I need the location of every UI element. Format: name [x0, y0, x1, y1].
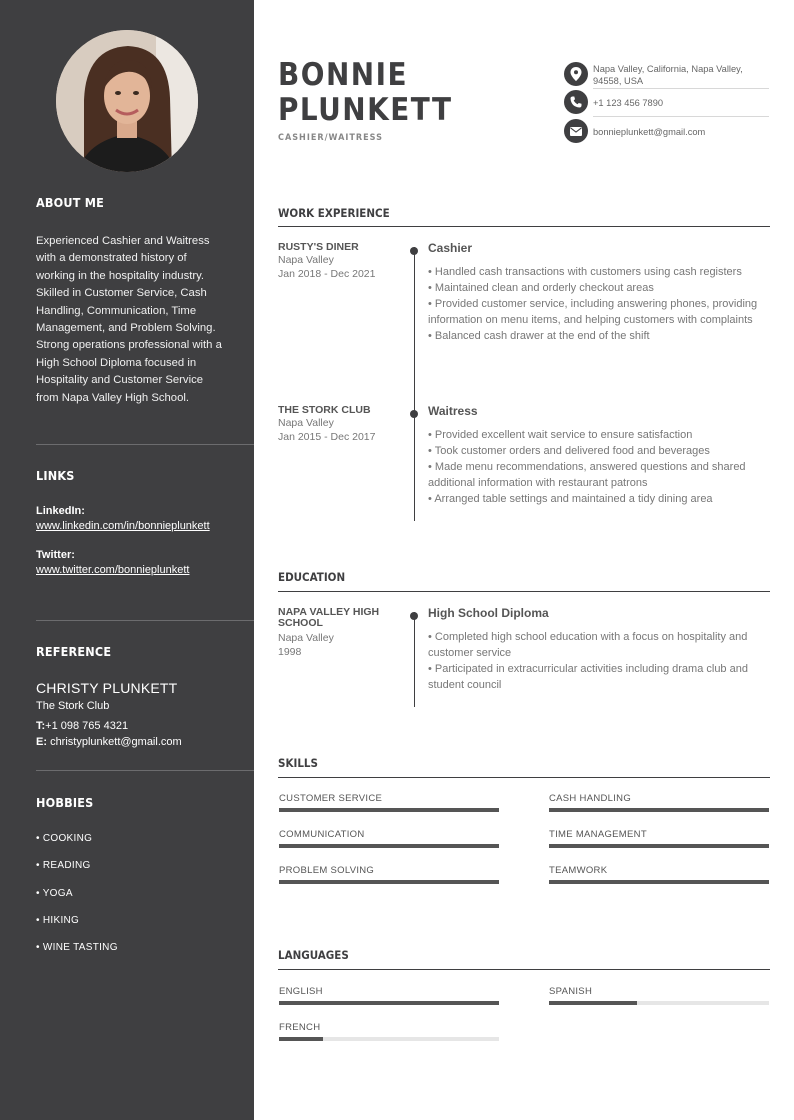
language-bar: [279, 986, 499, 997]
skill-label: CASH HANDLING: [549, 793, 632, 804]
contact-divider: [593, 116, 769, 117]
role-title: Waitress: [428, 404, 478, 418]
address-text: Napa Valley, California, Napa Valley, 94558, USA: [593, 64, 743, 86]
timeline-dot: [410, 247, 418, 255]
hobbies-section: [36, 795, 254, 969]
hobby-item: • YOGA: [36, 887, 73, 899]
linkedin-link[interactable]: www.linkedin.com/in/bonnieplunkett: [36, 520, 210, 532]
bullet-item: • Maintained clean and orderly checkout areas: [428, 280, 770, 296]
hobbies-list: [36, 833, 254, 969]
email-text: bonnieplunkett@gmail.com: [593, 127, 706, 137]
degree-title: High School Diploma: [428, 606, 549, 620]
language-label: FRENCH: [279, 1022, 321, 1033]
skill-label: CUSTOMER SERVICE: [279, 793, 383, 804]
about-title: ABOUT ME: [36, 195, 105, 210]
profile-photo: [56, 30, 198, 172]
skills-title: SKILLS: [278, 756, 318, 770]
language-track: [549, 1001, 769, 1005]
map-pin-icon: [564, 62, 588, 86]
work-entry-1: [428, 241, 770, 344]
timeline-dot: [410, 612, 418, 620]
sidebar-divider: [36, 770, 254, 771]
skill-track: [279, 880, 499, 884]
bullet-item: • Provided excellent wait service to ensure satisfaction: [428, 427, 770, 443]
links-section: [36, 468, 254, 578]
reference-phone-value: +1 098 765 4321: [45, 720, 129, 732]
skill-fill: [549, 844, 769, 848]
phone-text: +1 123 456 7890: [593, 98, 664, 108]
reference-name: CHRISTY PLUNKETT: [36, 680, 178, 696]
org-name: RUSTY'S DINER: [278, 241, 359, 253]
sidebar-divider: [36, 444, 254, 445]
language-track: [279, 1001, 499, 1005]
language-bar: [279, 1022, 499, 1033]
skill-fill: [279, 880, 499, 884]
languages-title: LANGUAGES: [278, 948, 349, 962]
reference-email: [36, 734, 254, 750]
skill-track: [279, 808, 499, 812]
link-twitter: [36, 549, 254, 578]
about-text: Experienced Cashier and Waitress with a demonstrated history of working in the hospitality industry. Skilled in Customer Service, Cash Handling, Communication, Time Management, and Problem Solving. Strong operations professional with a High School Diploma focused in Hospitality and Customer Service from Napa Valley High School.: [36, 235, 222, 404]
work-org-2: [278, 405, 398, 444]
bullet-item: • Took customer orders and delivered food and beverages: [428, 443, 770, 459]
sidebar: [0, 0, 254, 1120]
reference-company: The Stork Club: [36, 700, 110, 712]
education-org: [278, 607, 398, 659]
skill-fill: [549, 808, 769, 812]
hobby-item: • HIKING: [36, 914, 80, 926]
org-dates: Jan 2015 - Dec 2017: [278, 431, 376, 443]
role-title: Cashier: [428, 241, 473, 255]
email-label: E:: [36, 736, 47, 748]
bullet-list: [428, 264, 770, 344]
bullet-item: • Arranged table settings and maintained a tidy dining area: [428, 491, 770, 507]
reference-email-value: christyplunkett@gmail.com: [50, 736, 182, 748]
job-title: CASHIER/WAITRESS: [278, 133, 383, 143]
hobby-item: • WINE TASTING: [36, 942, 118, 954]
language-fill: [279, 1001, 499, 1005]
skill-fill: [279, 844, 499, 848]
org-location: Napa Valley: [278, 254, 334, 266]
skill-track: [549, 880, 769, 884]
section-rule: [278, 969, 770, 970]
section-rule: [278, 777, 770, 778]
skill-fill: [549, 880, 769, 884]
language-fill: [549, 1001, 637, 1005]
skill-label: TIME MANAGEMENT: [549, 829, 647, 840]
contact-divider: [593, 88, 769, 89]
reference-phone: [36, 718, 254, 734]
phone-label: T:: [36, 720, 46, 732]
bullet-item: • Handled cash transactions with customers using cash registers: [428, 264, 770, 280]
bullet-item: • Balanced cash drawer at the end of the shift: [428, 328, 770, 344]
reference-title: REFERENCE: [36, 644, 112, 659]
bullet-list: [428, 427, 770, 507]
work-timeline: [414, 247, 415, 521]
skill-bar: [549, 793, 769, 804]
hobby-item: • COOKING: [36, 833, 93, 844]
skill-bar: [549, 865, 769, 876]
language-track: [279, 1037, 499, 1041]
skill-track: [549, 808, 769, 812]
language-label: SPANISH: [549, 986, 593, 997]
skill-bar: [279, 829, 499, 840]
about-section: [36, 195, 254, 407]
last-name: PLUNKETT: [278, 92, 453, 128]
skill-bar: [279, 793, 499, 804]
link-linkedin: [36, 505, 254, 534]
skill-bar: [279, 865, 499, 876]
section-rule: [278, 591, 770, 592]
bullet-list: [428, 629, 770, 693]
org-dates: 1998: [278, 646, 302, 658]
org-dates: Jan 2018 - Dec 2021: [278, 268, 376, 280]
twitter-link[interactable]: www.twitter.com/bonnieplunkett: [36, 564, 190, 576]
envelope-icon: [564, 119, 588, 143]
link-label: Twitter:: [36, 549, 75, 561]
skill-label: COMMUNICATION: [279, 829, 365, 840]
hobby-item: • READING: [36, 860, 91, 872]
timeline-dot: [410, 410, 418, 418]
links-title: LINKS: [36, 468, 75, 483]
skill-bar: [549, 829, 769, 840]
candidate-name: [278, 58, 453, 128]
education-entry: [428, 606, 770, 693]
skill-fill: [279, 808, 499, 812]
link-label: LinkedIn:: [36, 505, 85, 517]
education-timeline: [414, 612, 415, 707]
work-experience-title: WORK EXPERIENCE: [278, 206, 390, 220]
first-name: BONNIE: [278, 57, 409, 93]
work-org-1: [278, 242, 398, 281]
sidebar-divider: [36, 620, 254, 621]
section-rule: [278, 226, 770, 227]
bullet-item: • Participated in extracurricular activities including drama club and student council: [428, 661, 770, 693]
skill-track: [549, 844, 769, 848]
education-title: EDUCATION: [278, 570, 346, 584]
org-name: NAPA VALLEY HIGH SCHOOL: [278, 606, 380, 629]
phone-icon: [564, 90, 588, 114]
language-fill: [279, 1037, 323, 1041]
bullet-item: • Completed high school education with a focus on hospitality and customer service: [428, 629, 770, 661]
bullet-item: • Made menu recommendations, answered questions and shared additional information with restaurant patrons: [428, 459, 770, 491]
language-label: ENGLISH: [279, 986, 323, 997]
skill-label: PROBLEM SOLVING: [279, 865, 375, 876]
work-entry-2: [428, 404, 770, 507]
language-bar: [549, 986, 769, 997]
bullet-item: • Provided customer service, including answering phones, providing information on menu items, and helping customers with complaints: [428, 296, 770, 328]
hobbies-title: HOBBIES: [36, 795, 94, 810]
org-location: Napa Valley: [278, 417, 334, 429]
reference-section: [36, 644, 254, 750]
org-name: THE STORK CLUB: [278, 404, 371, 416]
skill-label: TEAMWORK: [549, 865, 608, 876]
skill-track: [279, 844, 499, 848]
org-location: Napa Valley: [278, 632, 334, 644]
